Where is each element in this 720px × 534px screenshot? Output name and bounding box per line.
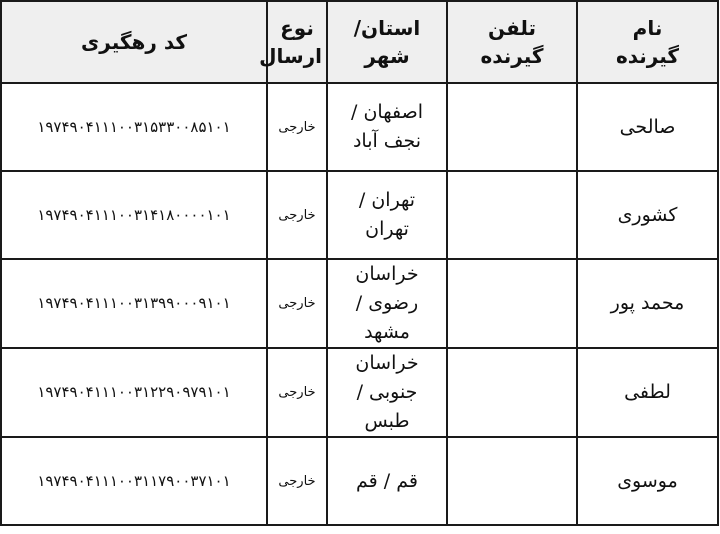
city-cell: خراسان رضوی / مشهد	[327, 259, 447, 348]
phone-cell	[447, 348, 577, 437]
send-type-cell: خارجی	[267, 348, 327, 437]
city-cell: اصفهان / نجف آباد	[327, 83, 447, 171]
recipient-name-cell: محمد پور	[577, 259, 718, 348]
table-row	[1, 259, 718, 348]
send-type-cell: خارجی	[267, 437, 327, 525]
header-tracking-code: کد رهگیری	[1, 1, 267, 83]
table-row	[1, 348, 718, 437]
header-province-city: استان/ شهر	[327, 1, 447, 83]
phone-cell	[447, 259, 577, 348]
tracking-code-cell[interactable]: ۱۹۷۴۹۰۴۱۱۱۰۰۳۱۱۷۹۰۰۳۷۱۰۱	[1, 437, 267, 525]
city-cell: خراسان جنوبی / طبس	[327, 348, 447, 437]
header-recipient-phone: تلفن گیرنده	[447, 1, 577, 83]
header-send-type: نوع ارسال	[267, 1, 327, 83]
tracking-code-cell[interactable]: ۱۹۷۴۹۰۴۱۱۱۰۰۳۱۲۲۹۰۹۷۹۱۰۱	[1, 348, 267, 437]
send-type-cell: خارجی	[267, 83, 327, 171]
tracking-code-cell[interactable]: ۱۹۷۴۹۰۴۱۱۱۰۰۳۱۳۹۹۰۰۰۹۱۰۱	[1, 259, 267, 348]
phone-cell	[447, 437, 577, 525]
phone-cell	[447, 171, 577, 259]
recipient-name-cell: کشوری	[577, 171, 718, 259]
header-row	[1, 1, 718, 83]
table-row	[1, 171, 718, 259]
city-cell: تهران / تهران	[327, 171, 447, 259]
table-row	[1, 437, 718, 525]
recipient-name-cell: موسوی	[577, 437, 718, 525]
table-row	[1, 83, 718, 171]
header-recipient-name: نام گیرنده	[577, 1, 718, 83]
send-type-cell: خارجی	[267, 171, 327, 259]
recipient-name-cell: لطفی	[577, 348, 718, 437]
tracking-code-cell[interactable]: ۱۹۷۴۹۰۴۱۱۱۰۰۳۱۴۱۸۰۰۰۰۱۰۱	[1, 171, 267, 259]
recipient-name-cell: صالحی	[577, 83, 718, 171]
city-cell: قم / قم	[327, 437, 447, 525]
phone-cell	[447, 83, 577, 171]
send-type-cell: خارجی	[267, 259, 327, 348]
tracking-code-cell[interactable]: ۱۹۷۴۹۰۴۱۱۱۰۰۳۱۵۳۳۰۰۸۵۱۰۱	[1, 83, 267, 171]
